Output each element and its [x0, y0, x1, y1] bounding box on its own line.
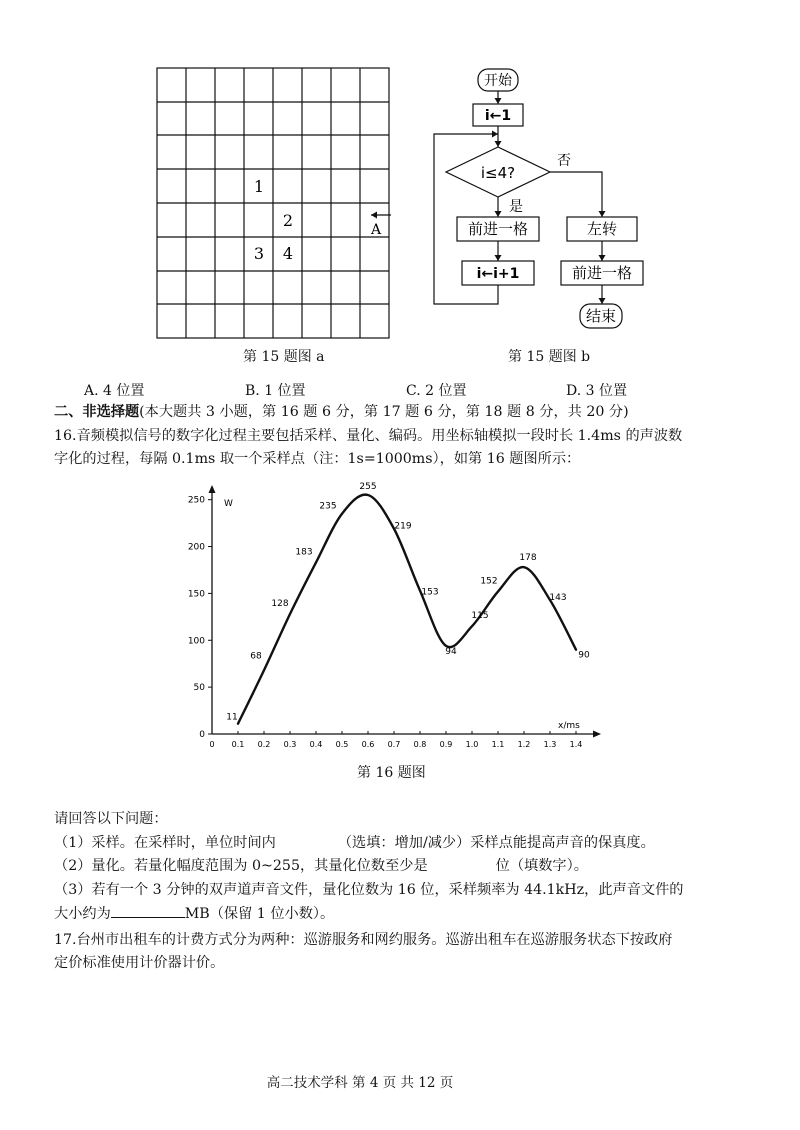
flow-condition-text: i≤4?	[480, 164, 516, 182]
chart-data-label: 115	[471, 611, 489, 622]
x-tick-label: 1.3	[543, 740, 557, 749]
q16-sub3-line1: （3）若有一个 3 分钟的双声道声音文件，量化位数为 16 位，采样频率为 44.1kHz，此声音文件的	[54, 882, 684, 898]
y-tick-label: 50	[193, 683, 205, 694]
q16-sub2-text-b: 位（填数字）。	[495, 858, 588, 874]
q15-option-c[interactable]: C. 2 位置	[406, 383, 467, 399]
chart-data-label: 152	[480, 576, 498, 587]
x-tick-label: 1.4	[569, 740, 583, 749]
section2-heading	[54, 402, 629, 422]
grid-number-2: 2	[282, 211, 294, 230]
chart-data-label: 94	[445, 646, 457, 657]
grid-lines	[157, 68, 389, 338]
chart-data-label: 178	[519, 553, 537, 564]
q17-line2: 定价标准使用计价器计价。	[54, 955, 225, 971]
x-tick-label: 1.0	[465, 740, 479, 749]
flow-increment-text: i←i+1	[476, 266, 520, 282]
x-axis-arrow-icon	[593, 731, 601, 738]
q16-sub2	[54, 856, 588, 876]
grid-number-3: 3	[253, 244, 265, 263]
chart-data-label: 143	[549, 592, 567, 603]
chart-data-label: 153	[421, 587, 439, 598]
x-tick-label: 0.1	[231, 740, 245, 749]
flow-end-text: 结束	[585, 307, 617, 325]
q15-option-a[interactable]: A. 4 位置	[84, 383, 145, 399]
q16-sub3-text-c: MB（保留 1 位小数）。	[184, 906, 335, 922]
flow-start-text: 开始	[484, 73, 512, 89]
chart-data-label: 219	[394, 521, 412, 532]
y-tick-label: 0	[199, 730, 205, 740]
grid-number-1: 1	[253, 177, 265, 196]
arrow-left-icon	[371, 212, 377, 219]
x-tick-label: 0.9	[439, 740, 453, 749]
q16-line1: 16.音频模拟信号的数字化过程主要包括采样、量化、编码。用坐标轴模拟一段时长 1.4ms 的声波数	[54, 428, 683, 444]
x-tick-label: 1.1	[491, 740, 505, 749]
grid-number-4: 4	[282, 244, 294, 263]
x-tick-label: 0.7	[387, 740, 401, 749]
x-tick-label: 0.2	[257, 740, 271, 749]
q16-sub1-text-a: （1）采样。在采样时，单位时间内	[54, 835, 276, 851]
y-axis-arrow-icon	[209, 485, 216, 493]
q15-grid-figure	[155, 66, 395, 340]
q15-flowchart	[430, 62, 650, 334]
chart-data-label: 183	[295, 547, 313, 558]
flow-no-label: 否	[557, 153, 571, 169]
q16-line2: 字化的过程，每隔 0.1ms 取一个采样点（注：1s=1000ms），如第 16 题图所示：	[54, 451, 581, 467]
q16-sub3-answer-blank[interactable]	[111, 903, 185, 918]
chart-data-label: 255	[359, 482, 377, 492]
q15-caption-b: 第 15 题图 b	[508, 349, 591, 365]
page-footer: 高二技术学科 第 4 页 共 12 页	[266, 1075, 454, 1091]
x-tick-label: 0.5	[335, 740, 349, 749]
q16-prompt: 请回答以下问题：	[54, 811, 168, 827]
section2-desc: (本大题共 3 小题，第 16 题 6 分，第 17 题 6 分，第 18 题 8 分，共 20 分)	[139, 404, 629, 420]
flow-yes-label: 是	[509, 199, 523, 215]
y-tick-label: 250	[187, 495, 205, 506]
q16-caption: 第 16 题图	[357, 765, 426, 781]
grid-point-label: A	[370, 222, 382, 238]
flow-forward2-text: 前进一格	[571, 264, 633, 282]
q16-chart	[180, 480, 610, 760]
y-tick-label: 150	[187, 589, 205, 600]
chart-data-label: 235	[319, 501, 337, 512]
x-tick-label: 1.2	[517, 740, 531, 749]
q16-sub3-line2	[54, 903, 334, 924]
flow-forward-text: 前进一格	[467, 220, 529, 238]
q16-sub2-text-a: （2）量化。若量化幅度范围为 0~255，其量化位数至少是	[54, 858, 428, 874]
q15-option-d[interactable]: D. 3 位置	[566, 383, 627, 399]
q16-sub1	[54, 833, 655, 853]
q17-line1: 17.台州市出租车的计费方式分为两种：巡游服务和网约服务。巡游出租车在巡游服务状态下按政府	[54, 932, 673, 948]
flow-init-text: i←1	[484, 108, 512, 124]
q15-caption-a: 第 15 题图 a	[243, 349, 325, 365]
grid-point-a	[364, 205, 394, 239]
chart-data-label: 68	[250, 651, 262, 662]
x-tick-label: 0	[209, 740, 215, 749]
q16-sub1-text-b: （选填：增加/减少）采样点能提高声音的保真度。	[337, 835, 655, 851]
x-tick-label: 0.6	[361, 740, 375, 749]
x-tick-label: 0.8	[413, 740, 427, 749]
chart-xlabel: x/ms	[558, 721, 580, 731]
flow-turn-left-text: 左转	[586, 220, 618, 238]
chart-data-label: 128	[271, 599, 289, 610]
chart-data-label: 90	[578, 650, 590, 661]
chart-data-label: 11	[226, 712, 238, 723]
q15-option-b[interactable]: B. 1 位置	[245, 383, 306, 399]
x-tick-label: 0.4	[309, 740, 323, 749]
y-tick-label: 100	[187, 636, 205, 647]
chart-ylabel: W	[224, 499, 233, 509]
y-tick-label: 200	[187, 542, 205, 553]
section2-title: 二、非选择题	[54, 404, 140, 420]
q16-sub3-text-b: 大小约为	[54, 906, 111, 922]
x-tick-label: 0.3	[283, 740, 297, 749]
